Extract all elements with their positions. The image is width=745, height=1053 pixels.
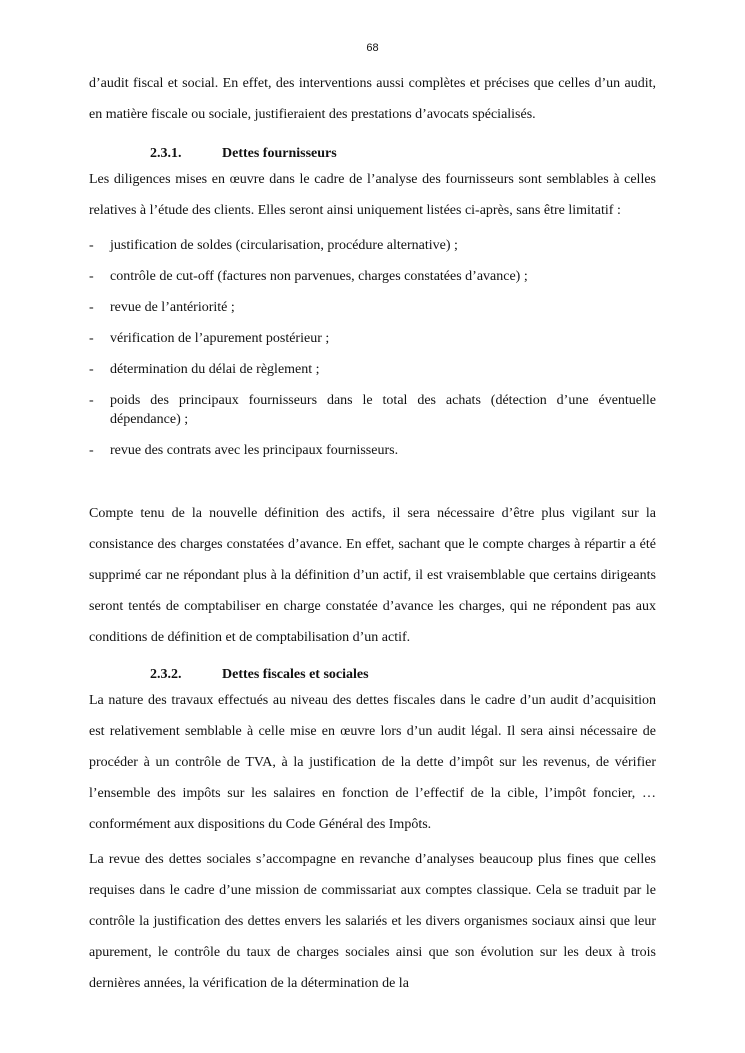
section-number: 2.3.2.: [150, 667, 182, 682]
bullet-list: [89, 236, 656, 460]
section-heading-2-3-1: [89, 144, 656, 164]
paragraph-compte-tenu: Compte tenu de la nouvelle définition des actifs, il sera nécessaire d’être plus vigilant sur la consistance des charges constatées d’avance. En effet, sachant que le compte charges à répartir a été supprimé car ne répondant plus à la définition d’un actif, il est vraisemblable que certains dirigeants seront tentés de comptabiliser en charge constatée d’avance les charges, qui ne répondent pas aux conditions de définition et de comptabilisation d’un actif.: [89, 506, 656, 645]
page-number: 68: [366, 42, 379, 54]
bullet-dash: -: [89, 393, 94, 408]
list-item: - vérification de l’apurement postérieur ;: [89, 331, 330, 346]
list-item: - contrôle de cut-off (factures non parvenues, charges constatées d’avance) ;: [89, 269, 528, 284]
bullet-dash: -: [89, 300, 94, 315]
section-title: Dettes fiscales et sociales: [222, 667, 369, 682]
bullet-dash: -: [89, 362, 94, 377]
bullet-dash: -: [89, 238, 94, 253]
bullet-dash: -: [89, 331, 94, 346]
list-item: - détermination du délai de règlement ;: [89, 362, 320, 377]
document-body: [89, 68, 656, 999]
list-item: - justification de soldes (circularisation, procédure alternative) ;: [89, 238, 458, 253]
section-heading-2-3-2: [89, 665, 656, 685]
bullet-dash: -: [89, 443, 94, 458]
paragraph-diligences: Les diligences mises en œuvre dans le cadre de l’analyse des fournisseurs sont semblables à celles relatives à l’étude des clients. Elles seront ainsi uniquement listées ci-après, sans être limitatif :: [89, 172, 656, 218]
section-title: Dettes fournisseurs: [222, 146, 337, 161]
list-item: - revue de l’antériorité ;: [89, 300, 235, 315]
paragraph-revue: La revue des dettes sociales s’accompagne en revanche d’analyses beaucoup plus fines que celles requises dans le cadre d’une mission de commissariat aux comptes classique. Cela se traduit par le contrôle la justification des dettes envers les salariés et les divers organismes sociaux ainsi que leur apurement, le contrôle du taux de charges sociales ainsi que son évolution sur les deux à trois dernières années, la vérification de la détermination de la: [89, 852, 656, 991]
section-number: 2.3.1.: [150, 146, 182, 161]
paragraph-nature: La nature des travaux effectués au niveau des dettes fiscales dans le cadre d’un audit d’acquisition est relativement semblable à celle mise en œuvre lors d’un audit légal. Il sera ainsi nécessaire de procéder à un contrôle de TVA, à la justification de la dette d’impôt sur les revenus, de vérifier l’ensemble des impôts sur les salaires en fonction de l’effectif de la cible, l’impôt foncier, … conformément aux dispositions du Code Général des Impôts.: [89, 693, 656, 832]
paragraph-intro: d’audit fiscal et social. En effet, des interventions aussi complètes et précises que celles d’un audit, en matière fiscale ou sociale, justifieraient des prestations d’avocats spécialisés.: [89, 76, 656, 122]
list-item: - revue des contrats avec les principaux fournisseurs.: [89, 443, 399, 458]
bullet-dash: -: [89, 269, 94, 284]
list-item: - poids des principaux fournisseurs dans le total des achats (détection d’une éventuelle dépendance) ;: [89, 393, 656, 427]
